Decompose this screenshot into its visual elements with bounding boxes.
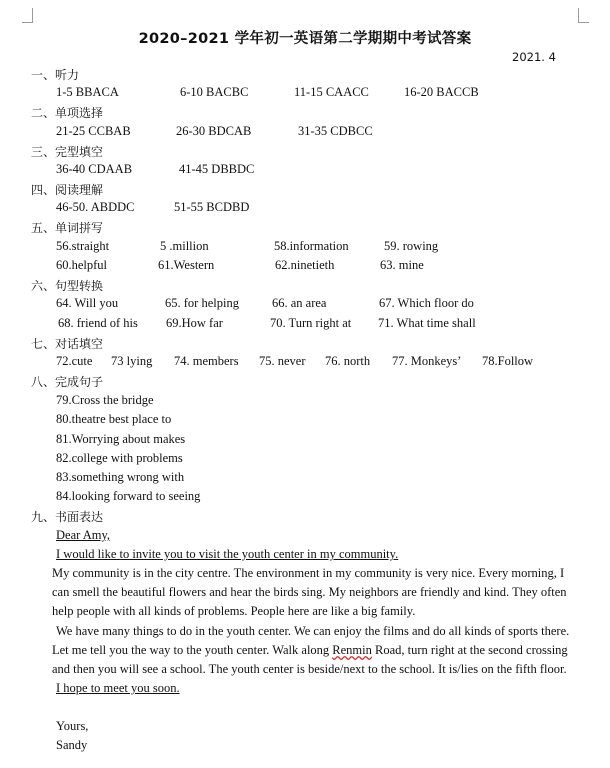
spellcheck-flagged-word: Renmin — [332, 643, 372, 657]
section-heading-single-choice: 二、单项选择 — [31, 106, 104, 120]
section-heading-cloze: 三、完型填空 — [31, 145, 104, 159]
answer-item: 62.ninetieth — [275, 258, 335, 272]
page-title: 2020–2021 学年初一英语第二学期期中考试答案 — [138, 31, 472, 47]
crop-mark-top-left — [22, 8, 33, 23]
answer-item: 73 lying — [111, 354, 153, 368]
answer-group: 31-35 CDBCC — [298, 124, 373, 138]
answer-group: 36-40 CDAAB — [56, 162, 133, 176]
answer-item: 81.Worrying about makes — [56, 432, 186, 446]
answer-group: 46-50. ABDDC — [56, 200, 135, 214]
answer-item: 80.theatre best place to — [56, 412, 172, 426]
answer-item: 56.straight — [56, 239, 110, 253]
exam-date: 2021. 4 — [512, 50, 556, 64]
answer-item: 66. an area — [272, 296, 327, 310]
answer-item: 83.something wrong with — [56, 470, 185, 484]
answer-item: 77. Monkeys’ — [392, 354, 462, 368]
answer-group: 6-10 BACBC — [180, 85, 249, 99]
answer-item: 71. What time shall — [378, 316, 476, 330]
answer-group: 26-30 BDCAB — [176, 124, 252, 138]
answer-item: 65. for helping — [165, 296, 239, 310]
answer-item: 74. members — [174, 354, 239, 368]
letter-paragraph-line — [52, 643, 568, 658]
answer-group: 16-20 BACCB — [404, 85, 479, 99]
letter-closing-line: I hope to meet you soon. — [56, 681, 180, 695]
answer-item: 79.Cross the bridge — [56, 393, 154, 407]
answer-item: 75. never — [259, 354, 306, 368]
answer-item: 5 .million — [160, 239, 209, 253]
answer-group: 21-25 CCBAB — [56, 124, 131, 138]
answer-group: 1-5 BBACA — [56, 85, 119, 99]
letter-invitation: I would like to invite you to visit the youth center in my community. — [56, 547, 399, 561]
answer-item: 69.How far — [166, 316, 223, 330]
letter-text: Road, turn right at the second crossing — [371, 643, 568, 657]
answer-group: 51-55 BCDBD — [174, 200, 250, 214]
answer-group: 41-45 DBBDC — [179, 162, 255, 176]
answer-item: 68. friend of his — [58, 316, 138, 330]
answer-item: 82.college with problems — [56, 451, 183, 465]
answer-item: 72.cute — [56, 354, 93, 368]
letter-signature: Sandy — [56, 738, 88, 752]
letter-signoff: Yours, — [56, 719, 89, 733]
answer-group: 11-15 CAACC — [294, 85, 369, 99]
answer-item: 76. north — [325, 354, 371, 368]
section-heading-listening: 一、听力 — [31, 68, 80, 82]
answer-item: 59. rowing — [384, 239, 439, 253]
letter-paragraph-line: can smell the beautiful flowers and hear the birds sing. My neighbors are friendly and kind. They often — [52, 585, 567, 599]
answer-item: 60.helpful — [56, 258, 108, 272]
letter-paragraph-line: and then you will see a school. The youth center is beside/next to the school. It is/lies on the fifth floor. — [52, 662, 567, 676]
letter-paragraph-line: help people with all kinds of problems. People here are like a big family. — [52, 604, 416, 618]
letter-text: Let me tell you the way to the youth center. Walk along — [52, 643, 333, 657]
answer-item: 78.Follow — [482, 354, 534, 368]
section-heading-spelling: 五、单词拼写 — [31, 221, 104, 235]
section-heading-writing: 九、书面表达 — [31, 510, 104, 524]
section-heading-reading: 四、阅读理解 — [31, 183, 104, 197]
answer-item: 61.Western — [158, 258, 215, 272]
answer-item: 70. Turn right at — [270, 316, 352, 330]
letter-paragraph-line: We have many things to do in the youth center. We can enjoy the films and do all kinds of sports there. — [56, 624, 570, 638]
letter-greeting: Dear Amy, — [56, 528, 111, 542]
section-heading-complete-sentences: 八、完成句子 — [31, 375, 104, 389]
answer-item: 58.information — [274, 239, 349, 253]
section-heading-dialogue: 七、对话填空 — [31, 337, 104, 351]
answer-item: 67. Which floor do — [379, 296, 474, 310]
section-heading-transform: 六、句型转换 — [31, 279, 104, 293]
letter-paragraph-line: My community is in the city centre. The environment in my community is very nice. Every morning, I — [52, 566, 565, 580]
answer-item: 63. mine — [380, 258, 424, 272]
crop-mark-top-right — [578, 8, 589, 23]
answer-item: 64. Will you — [56, 296, 119, 310]
answer-item: 84.looking forward to seeing — [56, 489, 201, 503]
